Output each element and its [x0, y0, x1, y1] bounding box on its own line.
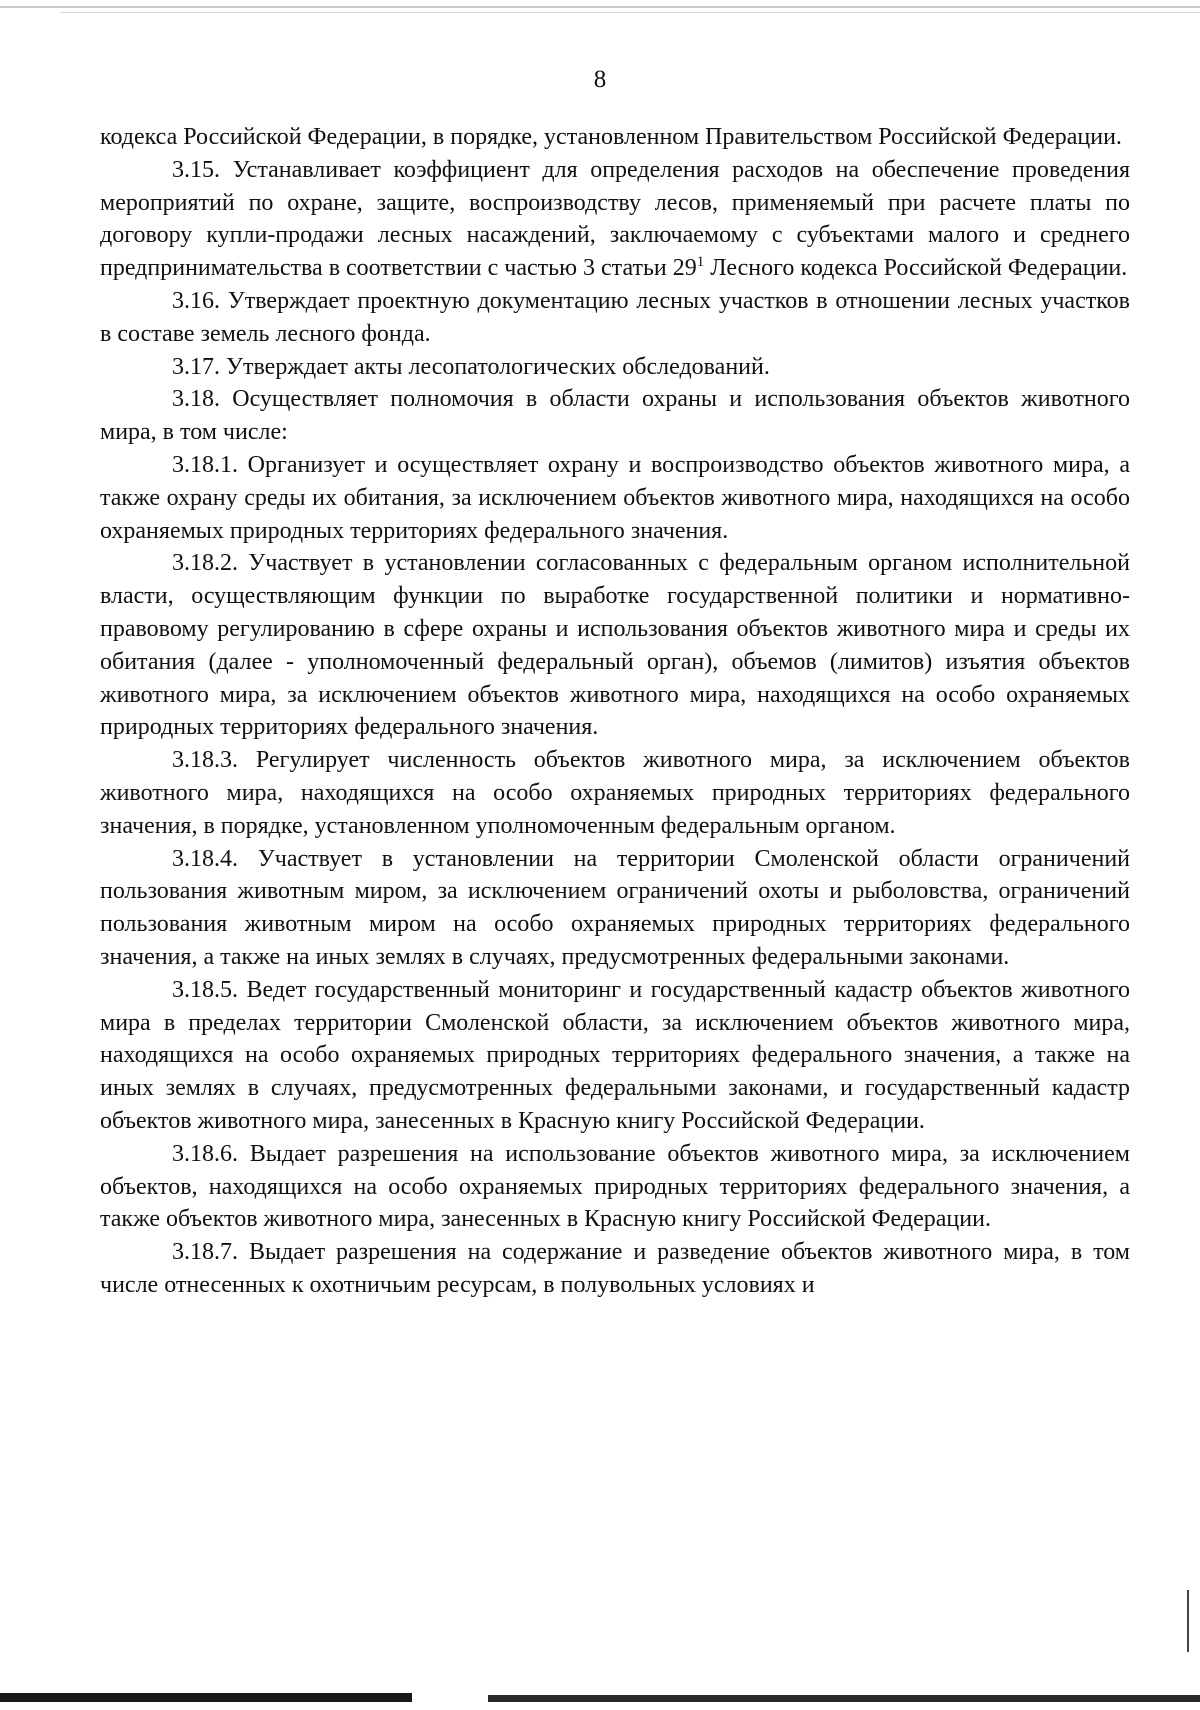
document-body — [100, 121, 1130, 1302]
page-number: 8 — [593, 66, 607, 93]
paragraph-3-18-6: 3.18.6. Выдает разрешения на использование объектов животного мира, за исключением объектов, находящихся на особо охраняемых природных территориях федерального значения, а также объектов животного мира, занесенных в Красную книгу Российской Федерации. — [100, 1140, 1130, 1233]
paragraph-text-after: Лесного кодекса Российской Федерации. — [704, 255, 1128, 282]
paragraph-3-18-2: 3.18.2. Участвует в установлении согласованных с федеральным органом исполнительной власти, осуществляющим функции по выработке государственной политики и нормативно-правовому регулированию в сфере охраны и использования объектов животного мира и среды их обитания (далее - уполномоченный федеральный орган), объемов (лимитов) изъятия объектов животного мира, за исключением объектов животного мира, находящихся на особо охраняемых природных территориях федерального значения. — [100, 550, 1130, 741]
paragraph-3-18-4: 3.18.4. Участвует в установлении на территории Смоленской области ограничений пользования животным миром, за исключением ограничений охоты и рыболовства, ограничений пользования животным миром на особо охраняемых природных территориях федерального значения, а также на иных землях в случаях, предусмотренных федеральными законами. — [100, 845, 1130, 970]
paragraph-3-18: 3.18. Осуществляет полномочия в области охраны и использования объектов животного мира, в том числе: — [100, 386, 1130, 446]
scan-edge-bar — [0, 1693, 412, 1702]
paragraph-3-17: 3.17. Утверждает акты лесопатологических обследований. — [172, 353, 770, 380]
paragraph-3-16: 3.16. Утверждает проектную документацию лесных участков в отношении лесных участков в составе земель лесного фонда. — [100, 287, 1130, 347]
paragraph-3-18-1: 3.18.1. Организует и осуществляет охрану и воспроизводство объектов животного мира, а также охрану среды их обитания, за исключением объектов животного мира, находящихся на особо охраняемых природных территориях федерального значения. — [100, 451, 1130, 544]
paragraph-3-18-7: 3.18.7. Выдает разрешения на содержание и разведение объектов животного мира, в том числе отнесенных к охотничьим ресурсам, в полувольных условиях и — [100, 1239, 1130, 1298]
scan-edge-line — [60, 12, 1200, 13]
scan-edge-line — [0, 6, 1200, 8]
scan-edge-bar — [488, 1695, 1200, 1702]
paragraph-3-15 — [100, 154, 1130, 285]
paragraph-3-18-5: 3.18.5. Ведет государственный мониторинг и государственный кадастр объектов животного мира в пределах территории Смоленской области, за исключением объектов животного мира, находящихся на особо охраняемых природных территориях федерального значения, а также на иных землях в случаях, предусмотренных федеральными законами, и государственный кадастр объектов животного мира, занесенных в Красную книгу Российской Федерации. — [100, 976, 1130, 1134]
paragraph-continuation: кодекса Российской Федерации, в порядке, установленном Правительством Российской Федерации. — [100, 124, 1122, 150]
paragraph-text: 3.15. Устанавливает коэффициент для определения расходов на обеспечение проведения мероприятий по охране, защите, воспроизводству лесов, применяемый при расчете платы по договору купли-продажи лесных насаждений, заключаемому с субъектами малого и среднего предпринимательства в соответствии с частью 3 статьи 29 — [100, 156, 1130, 282]
superscript: 1 — [696, 254, 705, 271]
scan-edge-mark — [1187, 1590, 1189, 1652]
paragraph-3-18-3: 3.18.3. Регулирует численность объектов животного мира, за исключением объектов животного мира, находящихся на особо охраняемых природных территориях федерального значения, в порядке, установленном уполномоченным федеральным органом. — [100, 747, 1130, 839]
